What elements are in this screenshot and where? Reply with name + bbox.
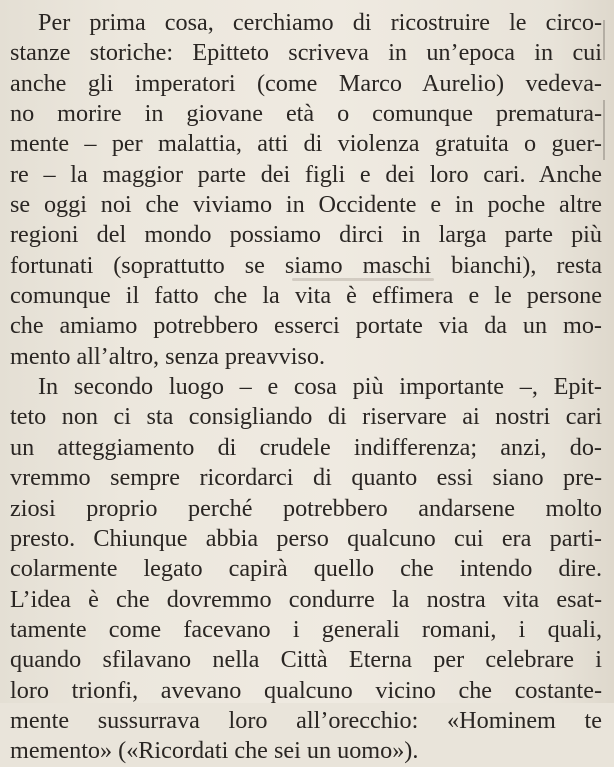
- text-line: memento» («Ricordati che sei un uomo»).: [10, 737, 419, 765]
- body-text: [10, 8, 602, 767]
- text-line: L’idea è che dovremmo condurre la nostra vita esat-: [10, 585, 602, 613]
- text-line: re – la maggior parte dei figli e dei loro cari. Anche: [10, 160, 602, 188]
- page-edge-mark: [603, 20, 605, 60]
- text-line: stanze storiche: Epitteto scriveva in un’epoca in cui: [10, 39, 602, 67]
- text-line: anche gli imperatori (come Marco Aurelio) vedeva-: [10, 69, 602, 97]
- text-line: no morire in giovane età o comunque prematura-: [10, 100, 602, 128]
- text-line: che amiamo potrebbero esserci portate via da un mo-: [10, 312, 602, 340]
- text-line: loro trionfi, avevano qualcuno vicino che costante-: [10, 676, 602, 704]
- text-line: mento all’altro, senza preavviso.: [10, 342, 325, 370]
- text-line: mente – per malattia, atti di violenza gratuita o guer-: [10, 130, 602, 158]
- paragraph-1: [10, 8, 602, 372]
- text-line: se oggi noi che viviamo in Occidente e in poche altre: [10, 191, 602, 219]
- text-line: ziosi proprio perché potrebbero andarsene molto: [10, 494, 602, 522]
- text-line: fortunati (soprattutto se siamo maschi bianchi), resta: [10, 251, 602, 279]
- text-line: mente sussurrava loro all’orecchio: «Hominem te: [10, 706, 602, 734]
- paragraph-2: [10, 372, 602, 766]
- text-line: presto. Chiunque abbia perso qualcuno cui era parti-: [10, 524, 602, 552]
- text-line: teto non ci sta consigliando di riservare ai nostri cari: [10, 403, 602, 431]
- text-line: vremmo sempre ricordarci di quanto essi siano pre-: [10, 464, 602, 492]
- text-line: regioni del mondo possiamo dirci in larga parte più: [10, 221, 602, 249]
- text-line: colarmente legato capirà quello che intendo dire.: [10, 555, 602, 583]
- text-line: In secondo luogo – e cosa più importante –, Epit-: [38, 373, 602, 401]
- text-line: Per prima cosa, cerchiamo di ricostruire le circo-: [38, 9, 602, 36]
- text-line: tamente come facevano i generali romani, i quali,: [10, 615, 602, 643]
- text-line: comunque il fatto che la vita è effimera e le persone: [10, 282, 602, 310]
- page-edge-mark: [603, 100, 605, 160]
- text-line: un atteggiamento di crudele indifferenza; anzi, do-: [10, 433, 602, 461]
- text-line: quando sfilavano nella Città Eterna per celebrare i: [10, 646, 602, 674]
